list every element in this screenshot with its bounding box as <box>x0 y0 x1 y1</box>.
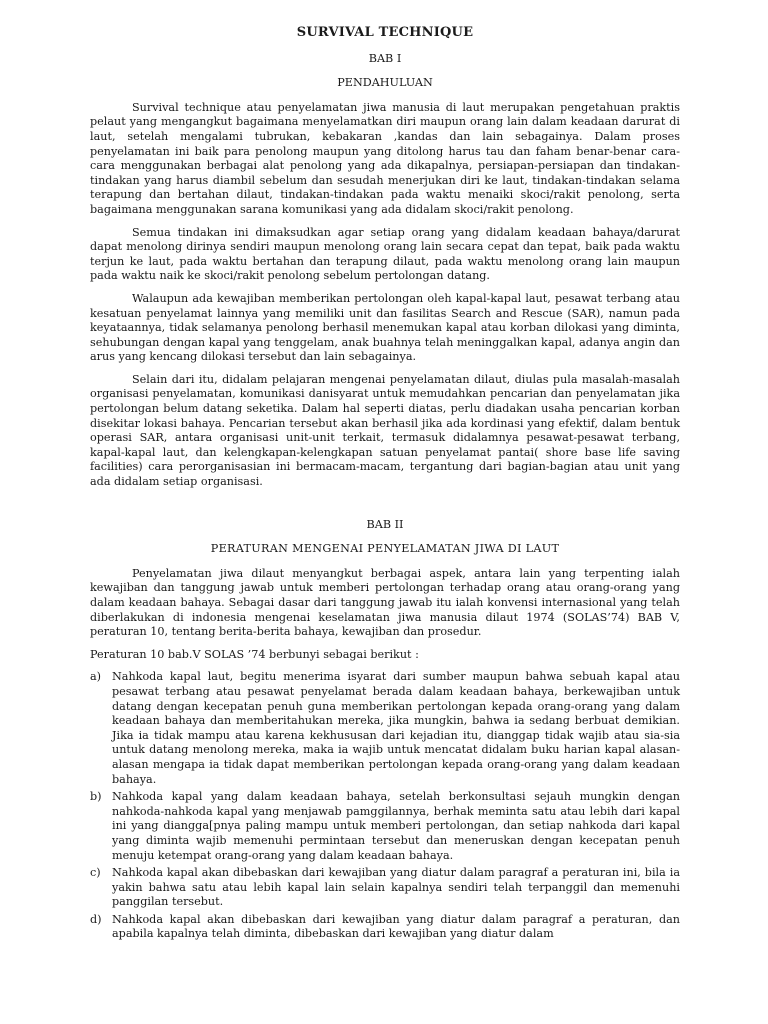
list-item <box>90 913 680 942</box>
bab1-paragraph-2: Semua tindakan ini dimaksudkan agar setiap orang yang didalam keadaan bahaya/darurat dapat menolong dirinya sendiri maupun menolong orang lain secara cepat dan tepat, baik pada waktu terjun ke laut, pada waktu bertahan dan terapung dilaut, pada waktu menolong orang lain maupun pada waktu naik ke skoci/rakit penolong sebelum pertolongan datang. <box>90 225 680 283</box>
section-spacer <box>90 498 680 518</box>
bab1-paragraph-4: Selain dari itu, didalam pelajaran mengenai penyelamatan dilaut, diulas pula masalah-masalah organisasi penyelamatan, komunikasi danisyarat untuk memudahkan pencarian dan penyelamatan jika pertolongan belum datang seketika. Dalam hal seperti diatas, perlu diadakan usaha pencarian korban disekitar lokasi bahaya. Pencarian tersebut akan berhasil jika ada kordinasi yang efektif, dalam bentuk operasi SAR, antara organisasi unit-unit terkait, termasuk didalamnya pesawat-pesawat terbang, kapal-kapal laut, dan kelengkapan-kelengkapan satuan penyelamat pantai( shore base life saving facilities) cara perorganisasian ini bermacam-macam, tergantung dari bagian-bagian atau unit yang ada didalam setiap organisasi. <box>90 372 680 489</box>
list-item-text: Nahkoda kapal yang dalam keadaan bahaya, setelah berkonsultasi sejauh mungkin dengan nahkoda-nahkoda kapal yang menjawab pamggilannya, berhak meminta satu atau lebih dari kapal ini yang diangga[pnya paling mampu untuk memberi pertolongan, dan setiap nahkoda dari kapal yang diminta wajib memenuhi permintaan tersebut dan meneruskan dengan kecepatan penuh menuju ketempat orang-orang yang dalam keadaan bahaya. <box>112 790 680 862</box>
document-title: SURVIVAL TECHNIQUE <box>296 25 474 40</box>
list-item-marker: d) <box>90 912 102 926</box>
bab2-heading: BAB II <box>366 517 404 531</box>
bab1-paragraph-1: Survival technique atau penyelamatan jiwa manusia di laut merupakan pengetahuan praktis pelaut yang mengangkut bagaimana menyelamatkan diri maupun orang lain dalam keadaan darurat di laut, setelah mengalami tubrukan, kebakaran ,kandas dan lain sebagainya. Dalam proses penyelamatan ini baik para penolong maupun yang ditolong harus tau dan faham benar-benar cara-cara menggunakan berbagai alat penolong yang ada dikapalnya, persiapan-persiapan dan tindakan-tindakan yang harus diambil sebelum dan sesudah menerjukan diri ke laut, tindakan-tindakan selama terapung dan bertahan dilaut, tindakan-tindakan pada waktu menaiki skoci/rakit penolong, serta bagaimana menggunakan sarana komunikasi yang ada didalam skoci/rakit penolong. <box>90 100 680 216</box>
bab2-subheading: PERATURAN MENGENAI PENYELAMATAN JIWA DI LAUT <box>210 542 560 556</box>
document-body <box>90 26 680 945</box>
bab2-paragraph: Penyelamatan jiwa dilaut menyangkut berbagai aspek, antara lain yang terpenting ialah kewajiban dan tanggung jawab untuk memberi pertolongan terhadap orang atau orang-orang yang dalam keadaan bahaya. Sebagai dasar dari tanggung jawab itu ialah konvensi internasional yang telah diberlakukan di indonesia mengenai keselamatan jiwa manusia dilaut 1974 (SOLAS’74) BAB V, peraturan 10, tentang berita-berita bahaya, kewajiban dan prosedur. <box>90 566 680 639</box>
regulation-list <box>90 670 680 942</box>
list-item-marker: a) <box>90 670 102 684</box>
list-item-marker: c) <box>90 866 101 880</box>
list-item <box>90 866 680 910</box>
list-item-text: Nahkoda kapal akan dibebaskan dari kewajiban yang diatur dalam paragraf a peraturan, dan apabila kapalnya telah diminta, dibebaskan dari kewajiban yang diatur dalam <box>112 912 680 941</box>
list-item <box>90 790 680 863</box>
bab1-subheading: PENDAHULUAN <box>337 76 433 90</box>
list-item <box>90 670 680 787</box>
list-item-text: Nahkoda kapal akan dibebaskan dari kewajiban yang diatur dalam paragraf a peraturan ini, bila ia yakin bahwa satu atau lebih kapal lain selain kapalnya sendiri telah terpanggil dan memenuhi panggilan tersebut. <box>112 866 680 909</box>
bab1-heading: BAB I <box>368 51 402 65</box>
list-item-marker: b) <box>90 790 102 804</box>
list-item-text: Nahkoda kapal laut, begitu menerima isyarat dari sumber maupun bahwa sebuah kapal atau pesawat terbang atau pesawat penyelamat berada dalam keadaan bahaya, berkewajiban untuk datang dengan kecepatan penuh guna memberikan pertolongan kepada orang-orang yang dalam keadaan bahaya dan memberitahukan mereka, jika mungkin, bahwa ia sedang berbuat demikian. Jika ia tidak mampu atau karena kekhususan dari kejadian itu, dianggap tidak wajib atau sia-sia untuk datang menolong mereka, maka ia wajib untuk mencatat didalam buku harian kapal alasan-alasan mengapa ia tidak dapat memberikan pertolongan kepada orang-orang yang dalam keadaan bahaya. <box>112 670 680 786</box>
bab2-intro: Peraturan 10 bab.V SOLAS ’74 berbunyi sebagai berikut : <box>90 647 419 661</box>
bab1-paragraph-3: Walaupun ada kewajiban memberikan pertolongan oleh kapal-kapal laut, pesawat terbang atau kesatuan penyelamat lainnya yang memiliki unit dan fasilitas Search and Rescue (SAR), namun pada keyataannya, tidak selamanya penolong berhasil menemukan kapal atau korban dilokasi yang diminta, sehubungan dengan kapal yang tenggelam, anak buahnya telah meninggalkan kapal, adanya angin dan arus yang kencang dilokasi tersebut dan lain sebagainya. <box>90 291 680 364</box>
